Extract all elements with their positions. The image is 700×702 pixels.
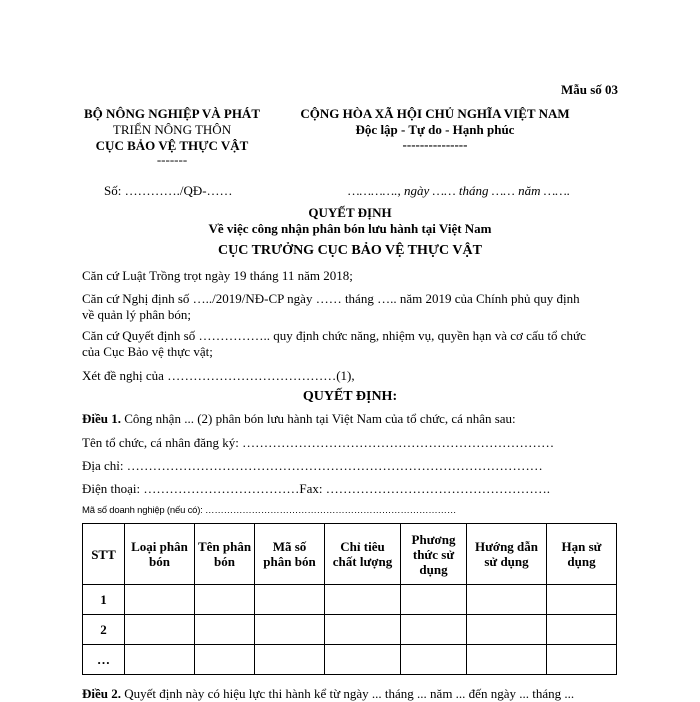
table-cell bbox=[467, 585, 547, 615]
table-cell bbox=[255, 615, 325, 645]
basis-line: Căn cứ Nghị định số …../2019/NĐ-CP ngày …… tháng ….. năm 2019 của Chính phủ quy định bbox=[82, 291, 580, 306]
basis-line: Xét đề nghị của …………………………………(1), bbox=[82, 368, 355, 383]
basis-line: về quản lý phân bón; bbox=[82, 307, 192, 322]
national-motto: Độc lập - Tự do - Hạnh phúc bbox=[355, 122, 515, 137]
column-header: Tên phân bón bbox=[195, 524, 255, 585]
agency-header bbox=[72, 106, 272, 166]
table-cell bbox=[401, 615, 467, 645]
table-cell bbox=[125, 645, 195, 675]
table-cell bbox=[325, 585, 401, 615]
table-cell bbox=[125, 615, 195, 645]
table-row bbox=[83, 585, 617, 615]
form-number: Mẫu số 03 bbox=[560, 82, 618, 97]
decision-date: …………., ngày …… tháng …… năm ……. bbox=[348, 183, 571, 198]
table-cell bbox=[195, 615, 255, 645]
column-header: Hướng dẫn sử dụng bbox=[467, 524, 547, 585]
table-cell bbox=[195, 645, 255, 675]
column-header: Loại phân bón bbox=[125, 524, 195, 585]
table-cell bbox=[401, 645, 467, 675]
column-header: STT bbox=[83, 524, 125, 585]
column-header: Hạn sử dụng bbox=[547, 524, 617, 585]
table-cell bbox=[195, 585, 255, 615]
document-title: QUYẾT ĐỊNH bbox=[308, 205, 392, 220]
article-1 bbox=[82, 411, 516, 427]
table-header-row bbox=[83, 524, 617, 585]
table-cell bbox=[325, 645, 401, 675]
address-field: Địa chỉ: …………………………………………………………………………………… bbox=[82, 458, 543, 473]
table-cell: 2 bbox=[83, 615, 125, 645]
table-cell bbox=[255, 645, 325, 675]
article-2-text: Quyết định này có hiệu lực thi hành kể từ ngày ... tháng ... năm ... đến ngày ... tháng ... bbox=[121, 686, 575, 701]
table-row bbox=[83, 645, 617, 675]
table-cell bbox=[547, 615, 617, 645]
article-1-text: Công nhận ... (2) phân bón lưu hành tại Việt Nam của tổ chức, cá nhân sau: bbox=[121, 411, 516, 426]
enterprise-code-field: Mã số doanh nghiệp (nếu có): ……………………………………………………………………… bbox=[82, 505, 457, 516]
national-header bbox=[275, 106, 595, 152]
national-title: CỘNG HÒA XÃ HỘI CHỦ NGHĨA VIỆT NAM bbox=[300, 106, 570, 121]
document-subtitle: Về việc công nhận phân bón lưu hành tại Việt Nam bbox=[208, 221, 492, 236]
ministry-line-1: BỘ NÔNG NGHIỆP VÀ PHÁT bbox=[83, 106, 260, 121]
basis-line: của Cục Bảo vệ thực vật; bbox=[82, 344, 213, 359]
basis-line: Căn cứ Luật Trồng trọt ngày 19 tháng 11 năm 2018; bbox=[82, 268, 353, 283]
column-header: Chỉ tiêu chất lượng bbox=[325, 524, 401, 585]
org-name-field: Tên tổ chức, cá nhân đăng ký: ……………………………………………………………… bbox=[82, 435, 555, 450]
table-cell: … bbox=[83, 645, 125, 675]
table-cell bbox=[325, 615, 401, 645]
table-cell bbox=[255, 585, 325, 615]
table-cell bbox=[547, 585, 617, 615]
fertilizer-table bbox=[82, 523, 617, 675]
national-rule: --------------- bbox=[402, 137, 468, 152]
table-cell: 1 bbox=[83, 585, 125, 615]
table-cell bbox=[401, 585, 467, 615]
ministry-line-2: TRIỂN NÔNG THÔN bbox=[112, 122, 232, 137]
article-1-label: Điều 1. bbox=[82, 411, 121, 426]
agency-name: CỤC BẢO VỆ THỰC VẬT bbox=[95, 138, 249, 153]
issuing-authority: CỤC TRƯỞNG CỤC BẢO VỆ THỰC VẬT bbox=[218, 243, 482, 258]
table-cell bbox=[125, 585, 195, 615]
table-cell bbox=[467, 645, 547, 675]
decision-heading: QUYẾT ĐỊNH: bbox=[302, 389, 398, 404]
table-row bbox=[83, 615, 617, 645]
table-cell bbox=[467, 615, 547, 645]
agency-rule: ------- bbox=[156, 152, 188, 167]
basis-line: Căn cứ Quyết định số …………….. quy định chức năng, nhiệm vụ, quyền hạn và cơ cấu tổ chức bbox=[82, 328, 586, 343]
decision-number: Số: …………./QĐ-…… bbox=[104, 183, 233, 198]
phone-fax-field: Điện thoại: ………………………………Fax: ……………………………………………. bbox=[82, 481, 550, 496]
column-header: Phương thức sử dụng bbox=[401, 524, 467, 585]
table-cell bbox=[547, 645, 617, 675]
column-header: Mã số phân bón bbox=[255, 524, 325, 585]
article-2-label: Điều 2. bbox=[82, 686, 121, 701]
